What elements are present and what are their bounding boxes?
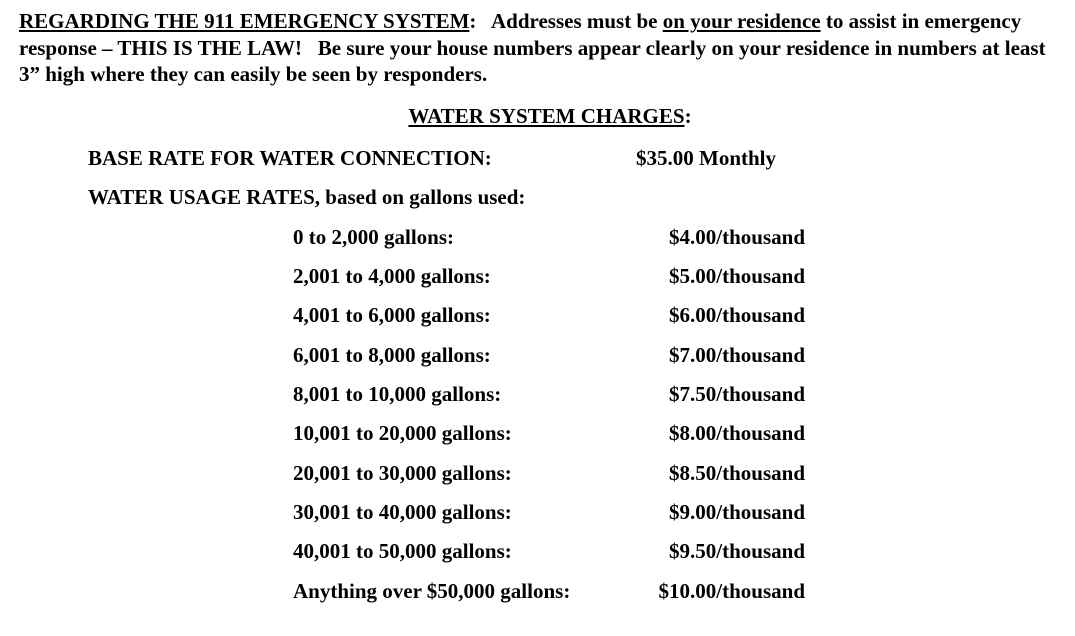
tier-rate: $5.00/thousand — [669, 264, 805, 288]
tier-range: 8,001 to 10,000 gallons: — [293, 382, 502, 406]
tier-rate: $4.00/thousand — [669, 225, 805, 249]
tier-rate: $8.50/thousand — [669, 461, 805, 485]
tier-rate: $7.00/thousand — [669, 343, 805, 367]
emergency-notice — [19, 8, 1069, 88]
tier-range: 0 to 2,000 gallons: — [293, 225, 455, 249]
tier-range: 40,001 to 50,000 gallons: — [293, 539, 512, 563]
tier-range: 10,001 to 20,000 gallons: — [293, 421, 512, 445]
tier-range: 6,001 to 8,000 gallons: — [293, 343, 491, 367]
tier-rate: $8.00/thousand — [669, 421, 805, 445]
tier-range: 20,001 to 30,000 gallons: — [293, 461, 512, 485]
notice-text-2: to assist in emergency response – THIS IS THE LAW! Be sure your house numbers appear clearly on your residence in numbers at least 3” high where they can easily be seen by responders. — [19, 9, 1051, 86]
base-rate-label: BASE RATE FOR WATER CONNECTION: — [88, 146, 492, 170]
notice-text-1: Addresses must be — [476, 9, 663, 33]
tier-rate: $9.50/thousand — [669, 539, 805, 563]
tier-range: 30,001 to 40,000 gallons: — [293, 500, 512, 524]
base-rate-value: $35.00 Monthly — [636, 146, 777, 170]
water-charges-heading — [0, 104, 1075, 129]
usage-rates-label: WATER USAGE RATES, based on gallons used: — [88, 185, 526, 209]
tier-rate: $7.50/thousand — [669, 382, 805, 406]
tier-range: 2,001 to 4,000 gallons: — [293, 264, 491, 288]
tier-rate: $10.00/thousand — [658, 579, 805, 603]
tier-rate: $9.00/thousand — [669, 500, 805, 524]
tier-range: 4,001 to 6,000 gallons: — [293, 303, 491, 327]
notice-heading: REGARDING THE 911 EMERGENCY SYSTEM — [19, 9, 470, 33]
tier-rate: $6.00/thousand — [669, 303, 805, 327]
water-charges-colon: : — [684, 104, 692, 128]
tier-range: Anything over $50,000 gallons: — [293, 579, 571, 603]
notice-emphasis: on your residence — [662, 9, 821, 33]
notice-heading-colon: : — [469, 9, 477, 33]
water-charges-title: WATER SYSTEM CHARGES — [408, 104, 685, 128]
